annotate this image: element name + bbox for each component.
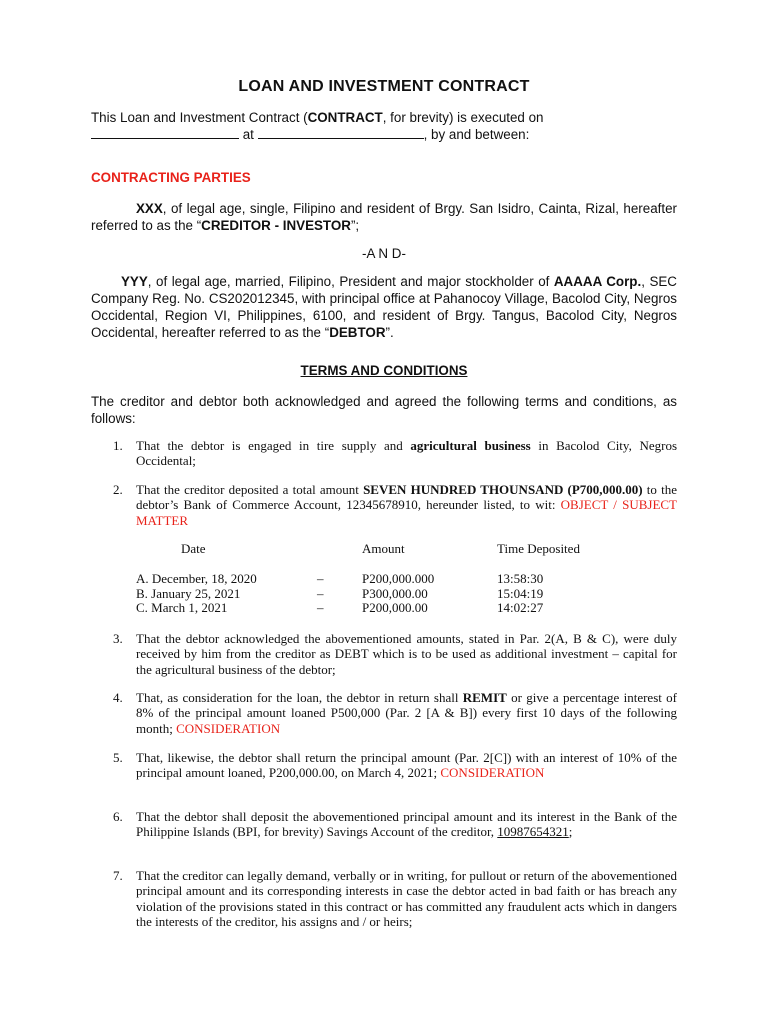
contracting-parties-heading: CONTRACTING PARTIES (91, 170, 251, 185)
document-page: LOAN AND INVESTMENT CONTRACT This Loan and Investment Contract (CONTRACT, for brevity) is executed on at , by and between: CONTRACTING PARTIES XXX, of legal age, single, Filipino and resident of Brgy. San Isidro, Cainta, Rizal, hereafter referred to as the “CREDITOR - INVESTOR”; -A N D- YYY, of legal age, married, Filipino, President and major stockholder of AAAAA Corp., SEC Company Reg. No. CS202012345, with principal office at Pahanocoy Village, Bacolod City, Negros Occidental, Region VI, Philippines, 6100, and resident of Brgy. Tangus, Bacolod City, Negros Occidental, hereafter referred to as the “DEBTOR”. TERMS AND CONDITIONS The creditor and debtor both acknowledged and agreed the following terms and conditions, as follows: 1. That the debtor is engaged in tire supply and agricultural business in Bacolod City, Negros Occidental; 2. That the creditor deposited a total amount SEVEN HUNDRED THOUNSAND (P700,000.00) to the debtor’s Bank of Commerce Account, 12345678910, hereunder listed, to wit: OBJECT / SUBJECT MATTER Date Amount Time Deposited A. December, 18, 2020 – P200,000.000 13:58:30 B. January 25, 2021 – P300,000.00 15:04:19 C. March 1, 2021 – P200,000.00 14:02:27 3. That the debtor acknowledged the abovementioned amounts, stated in Par. 2(A, B & C), were duly received by him from the creditor as DEBT which is to be used as additional investment – capital for the agricultural business of the debtor; 4. That, as consideration for the loan, the debtor in return shall REMIT or give a percentage interest of 8% of the principal amount loaned P500,000 (Par. 2 [A & B]) every first 10 days of the following month; CONSIDERATION 5. That, likewise, the debtor shall return the principal amount (Par. 2[C]) with an interest of 10% of the principal amount loaned, P200,000.00, on March 4, 2021; CONSIDERATION 6. That the debtor shall deposit the abovementioned principal amount and its interest in the Bank of the Philippine Islands (BPI, for brevity) Savings Account of the creditor, 10987654321; 7. That the creditor can legally demand, verbally or in writing, for pullout or return of the abovementioned principal amount and its corresponding interests in case the debtor acted in bad faith or has breach any violation of the provisions stated in this contract or has committed any fraudulent acts which in dangers the interests of the creditor, his assigns and / or heirs; (0, 0, 768, 1024)
contract-term: CONTRACT (307, 110, 383, 125)
consideration-label: CONSIDERATION (176, 720, 281, 736)
party-creditor: XXX, of legal age, single, Filipino and resident of Brgy. San Isidro, Cainta, Rizal, hereafter referred to as the “CREDITOR - INVESTOR”; (91, 201, 677, 233)
column-header-time: Time Deposited (497, 541, 580, 556)
object-subject-matter-label: OBJECT / SUBJECT MATTER (136, 497, 677, 528)
table-cell-amount: P200,000.000 (362, 571, 435, 586)
date-blank (91, 127, 239, 139)
table-cell-date: C. March 1, 2021 (136, 600, 228, 615)
table-cell-dash: – (317, 600, 324, 615)
document-title: LOAN AND INVESTMENT CONTRACT (238, 78, 530, 95)
party-debtor: YYY, of legal age, married, Filipino, President and major stockholder of AAAAA Corp., SEC Company Reg. No. CS202012345, with principal office at Pahanocoy Village, Bacolod City, Negros Occidental, Region VI, Philippines, 6100, and resident of Brgy. Tangus, Bacolod City, Negros Occidental, hereafter referred to as the “DEBTOR”. (91, 274, 677, 340)
column-header-amount: Amount (362, 541, 405, 556)
consideration-label: CONSIDERATION (440, 765, 545, 781)
table-cell-date: B. January 25, 2021 (136, 586, 241, 601)
table-cell-time: 15:04:19 (497, 586, 544, 601)
table-cell-dash: – (317, 586, 324, 601)
table-cell-time: 14:02:27 (497, 600, 544, 615)
place-blank (258, 127, 424, 139)
table-cell-dash: – (317, 571, 324, 586)
table-cell-date: A. December, 18, 2020 (136, 571, 257, 586)
intro-paragraph: This Loan and Investment Contract (CONTRACT, for brevity) is executed on at , by and between: (91, 110, 544, 142)
table-cell-amount: P200,000.00 (362, 600, 428, 615)
terms-heading: TERMS AND CONDITIONS (300, 363, 468, 378)
table-cell-amount: P300,000.00 (362, 586, 428, 601)
account-number: 10987654321 (497, 824, 569, 840)
table-cell-time: 13:58:30 (497, 571, 544, 586)
terms-intro: The creditor and debtor both acknowledged and agreed the following terms and conditions, as follows: (91, 394, 677, 426)
and-separator: -A N D- (362, 246, 406, 261)
column-header-date: Date (181, 541, 206, 556)
